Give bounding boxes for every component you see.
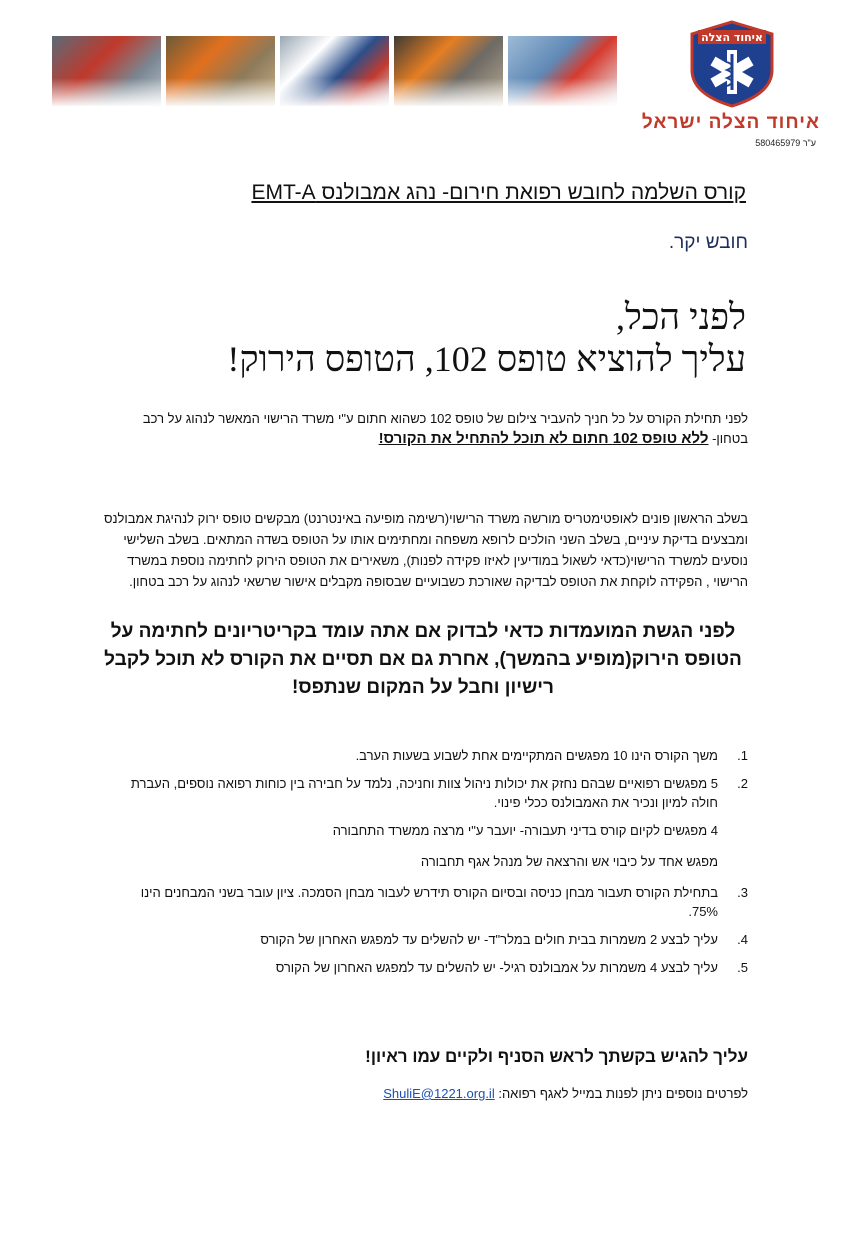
photo-treatment-scene <box>394 36 503 106</box>
sub-item-fire-safety: מפגש אחד על כיבוי אש והרצאה של מנהל אגף תחבורה <box>420 854 718 869</box>
list-item <box>108 958 748 977</box>
list-text: 5 מפגשים רפואיים שבהם נחזק את יכולות ניהול צוות וחניכה, נלמד על חבירה בין כוחות רפואה נוספים, העברת חולה למיון ונכיר את האמבולנס ככלי פינוי. <box>130 776 718 810</box>
organization-registration: ע"ר 580465979 <box>755 138 816 148</box>
header-photo-strip <box>52 36 617 106</box>
headline-line-1: לפני הכל, <box>616 297 746 337</box>
list-item <box>108 930 748 949</box>
eligibility-warning: לפני הגשת המועמדות כדאי לבדוק אם אתה עומד בקריטריונים לחתימה על הטופס הירוק(מופיע בהמשך), אחרת גם אם תסיים את הקורס לא תוכל לקבל רישיון וחבל על המקום שנתפס! <box>104 621 742 698</box>
intro-paragraph <box>108 409 748 449</box>
greeting: חובש יקר. <box>668 232 748 253</box>
list-text: עליך לבצע 4 משמרות על אמבולנס רגיל- יש להשלים עד למפגש האחרון של הקורס <box>275 960 718 975</box>
contact-text: לפרטים נוספים ניתן לפנות במייל לאגף רפואה: <box>498 1086 748 1101</box>
call-to-action: עליך להגיש בקשתך לראש הסניף ולקיים עמו ראיון! <box>365 1047 748 1066</box>
photo-rescue-scene <box>166 36 275 106</box>
contact-line <box>383 1086 748 1101</box>
photo-ambulance-team <box>280 36 389 106</box>
photo-ambulance-scene <box>52 36 161 106</box>
organization-logo <box>684 20 780 108</box>
list-item <box>108 774 748 812</box>
photo-rescue-boat <box>508 36 617 106</box>
list-number: 2. <box>737 776 748 791</box>
steps-paragraph: בשלב הראשון פונים לאופטימטריס מורשה משרד הרישוי(רשימה מופיעה באינטרנט) מבקשים טופס ירוק לנהיגת אמבולנס ומבצעים בדיקת עיניים, בשלב השני הולכים לרופא משפחה ומחתימים אותו על הטופס בשדה המתאים. בשלב השלישי נוסעים למשרד הרישוי(כדאי לשאול במודיעין לאיזו פקידה לפנות), משאירים את הטופס הירוק לחתימה נוספת במשרד הרישוי , הפקידה לוקחת את הטופס לבדיקה שאורכת כשבועיים שבסופה מקבלים אישור שרשאי לנהוג על רכב בטחון. <box>103 511 748 589</box>
headline-line-2: עליך להוציא טופס 102, הטופס הירוק! <box>227 339 746 379</box>
intro-text: לפני תחילת הקורס על כל חניך להעביר צילום של טופס 102 כשהוא חתום ע"י משרד הרישוי המאשר לנהוג על רכב בטחון- <box>142 411 748 446</box>
list-number: 4. <box>737 932 748 947</box>
document-title: קורס השלמה לחובש רפואת חירום- נהג אמבולנס EMT-A <box>251 181 746 204</box>
sub-item-traffic-law: 4 מפגשים לקיום קורס בדיני תעבורה- יועבר ע"י מרצה ממשרד התחבורה <box>332 823 718 838</box>
list-number: 3. <box>737 885 748 900</box>
list-text: משך הקורס הינו 10 מפגשים המתקיימים אחת לשבוע בשעות הערב. <box>355 748 718 763</box>
organization-name: איחוד הצלה ישראל <box>641 112 820 133</box>
logo-text: איחוד הצלה <box>701 31 763 44</box>
list-item <box>108 746 748 765</box>
list-number: 1. <box>737 748 748 763</box>
course-details-list <box>108 746 748 986</box>
list-item <box>108 883 748 921</box>
list-text: עליך לבצע 2 משמרות בבית חולים במלר"ד- יש להשלים עד למפגש האחרון של הקורס <box>260 932 718 947</box>
list-text: בתחילת הקורס תעבור מבחן כניסה ובסיום הקורס תידרש לעבור מבחן הסמכה. ציון עובר בשני המבחנים הינו 75%. <box>140 885 718 919</box>
list-number: 5. <box>737 960 748 975</box>
contact-email-link[interactable]: ShuliE@1221.org.il <box>383 1086 495 1101</box>
intro-bold-warning: ללא טופס 102 חתום לא תוכל להתחיל את הקורס! <box>378 430 709 447</box>
